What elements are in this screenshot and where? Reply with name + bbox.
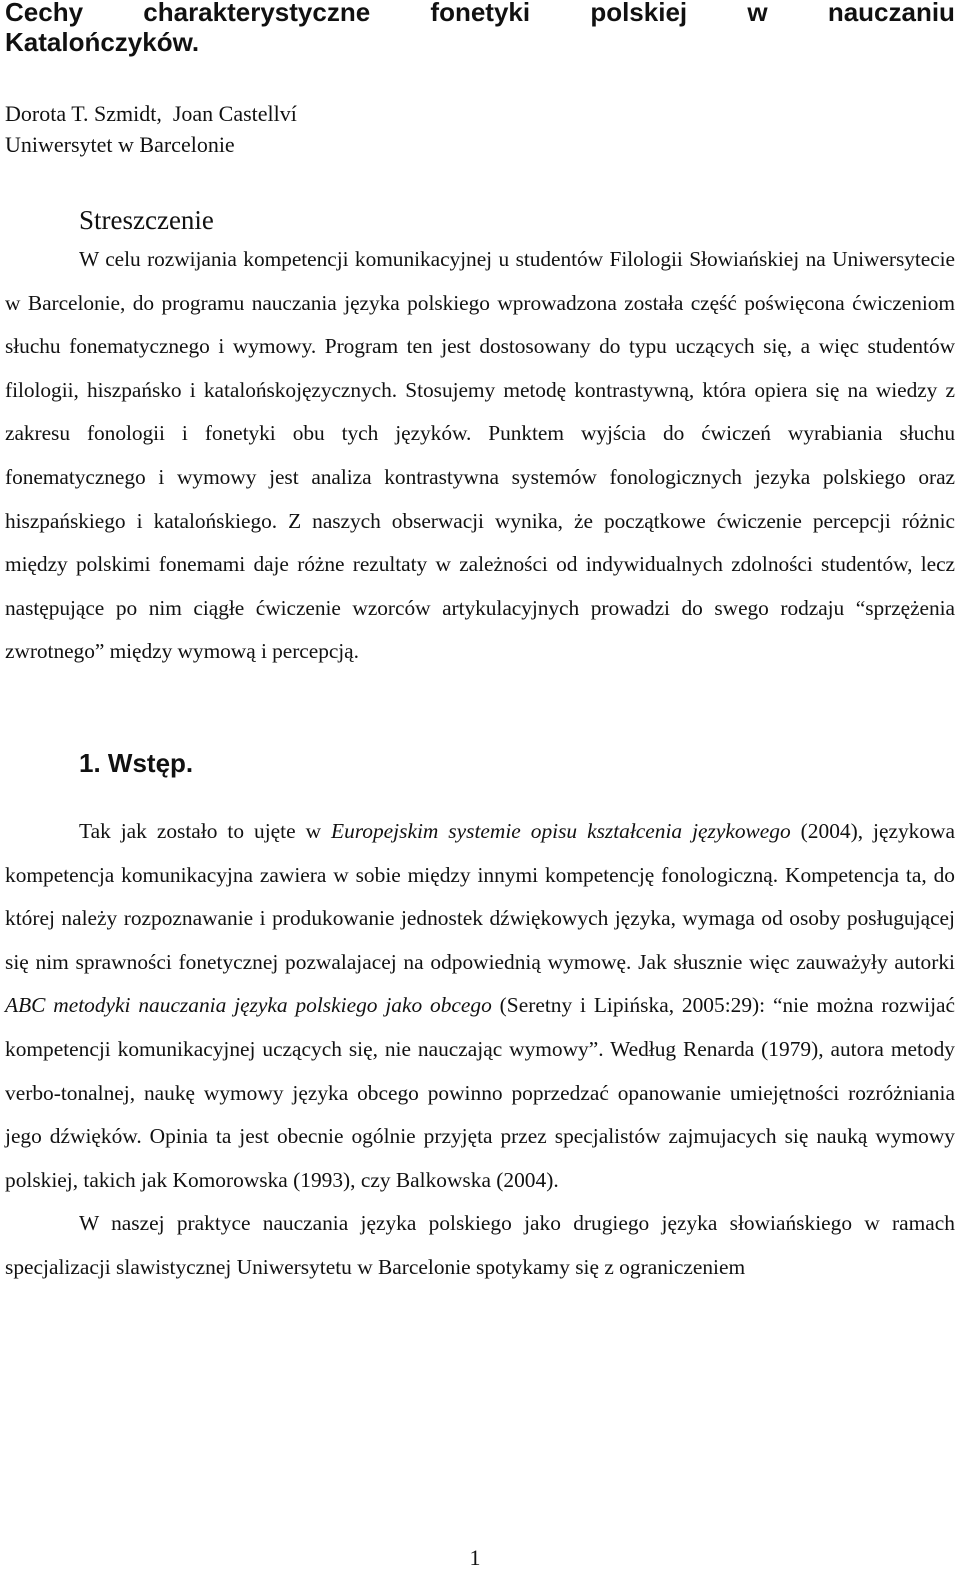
document-page bbox=[5, 0, 955, 1541]
title-line-1 bbox=[5, 0, 955, 27]
title-word: fonetyki bbox=[430, 0, 531, 27]
author-affiliation: Uniwersytet w Barcelonie bbox=[5, 132, 235, 157]
text-run: (2004), językowa kompetencja komunikacyjna zawiera w sobie między innymi kompetencję fonologiczną. Kompetencja ta, do której należy rozpoznawanie i produkowanie jednostek dźwiękowych języka, wymaga od osoby posługującej się nim sprawności fonetycznej pozwalajacej na odpowiednią wymowę. Jak słusznie więc zauważyły autorki bbox=[5, 818, 955, 974]
text-run: (Seretny i Lipińska, 2005:29): “nie można rozwijać kompetencji komunikacyjnej uczących się, nie nauczając wymowy”. Według Renarda (1979), autora metody verbo-tonalnej, naukę wymowy języka obcego powinno poprzedzać opanowanie umiejętności rozróżniania jego dźwięków. Opinia ta jest obecnie ogólnie przyjęta przez specjalistów zajmujacych się nauką wymowy polskiej, takich jak Komorowska (1993), czy Balkowska (2004). bbox=[5, 993, 955, 1192]
abstract-heading: Streszczenie bbox=[79, 205, 214, 235]
title-word: charakterystyczne bbox=[143, 0, 371, 27]
title-word: nauczaniu bbox=[827, 0, 955, 27]
page-number: 1 bbox=[469, 1545, 481, 1570]
section-heading-introduction: 1. Wstęp. bbox=[79, 747, 194, 778]
title-word: Cechy bbox=[5, 0, 84, 27]
cited-title-abc-metodyki: ABC metodyki nauczania języka polskiego jako obcego bbox=[5, 993, 492, 1018]
paper-title bbox=[5, 0, 955, 57]
title-word: polskiej bbox=[590, 0, 688, 27]
author-names: Dorota T. Szmidt, Joan Castellví bbox=[5, 101, 297, 126]
introduction-paragraph-1 bbox=[5, 810, 955, 1202]
author-block bbox=[5, 98, 955, 160]
text-run: Tak jak zostało to ujęte w bbox=[79, 818, 331, 843]
cited-title-europejski-system: Europejskim systemie opisu kształcenia językowego bbox=[331, 818, 791, 843]
title-line-2: Katalończyków. bbox=[5, 27, 200, 57]
abstract-text: W celu rozwijania kompetencji komunikacyjnej u studentów Filologii Słowiańskiej na Uniwersytecie w Barcelonie, do programu nauczania języka polskiego wprowadzona została część poświęcona ćwiczeniom słuchu fonematycznego i wymowy. Program ten jest dostosowany do typu uczących się, a więc studentów filologii, hiszpańsko i katalońskojęzycznych. Stosujemy metodę kontrastywną, która opiera się na wiedzy z zakresu fonologii i fonetyki obu tych języków. Punktem wyjścia do ćwiczeń wyrabiania słuchu fonematycznego i wymowy jest analiza kontrastywna systemów fonologicznych jezyka polskiego oraz hiszpańskiego i katalońskiego. Z naszych obserwacji wynika, że początkowe ćwiczenie percepcji różnic między polskimi fonemami daje różne rezultaty w zależności od indywidualnych zdolności studentów, lecz następujące po nim ciągłe ćwiczenie wzorców artykulacyjnych prowadzi do swego rodzaju “sprzężenia zwrotnego” między wymową i percepcją. bbox=[5, 247, 955, 664]
title-word: w bbox=[747, 0, 768, 27]
introduction-paragraph-2: W naszej praktyce nauczania języka polskiego jako drugiego języka słowiańskiego w ramach specjalizacji slawistycznej Uniwersytetu w Barcelonie spotykamy się z ograniczeniem bbox=[5, 1211, 955, 1279]
